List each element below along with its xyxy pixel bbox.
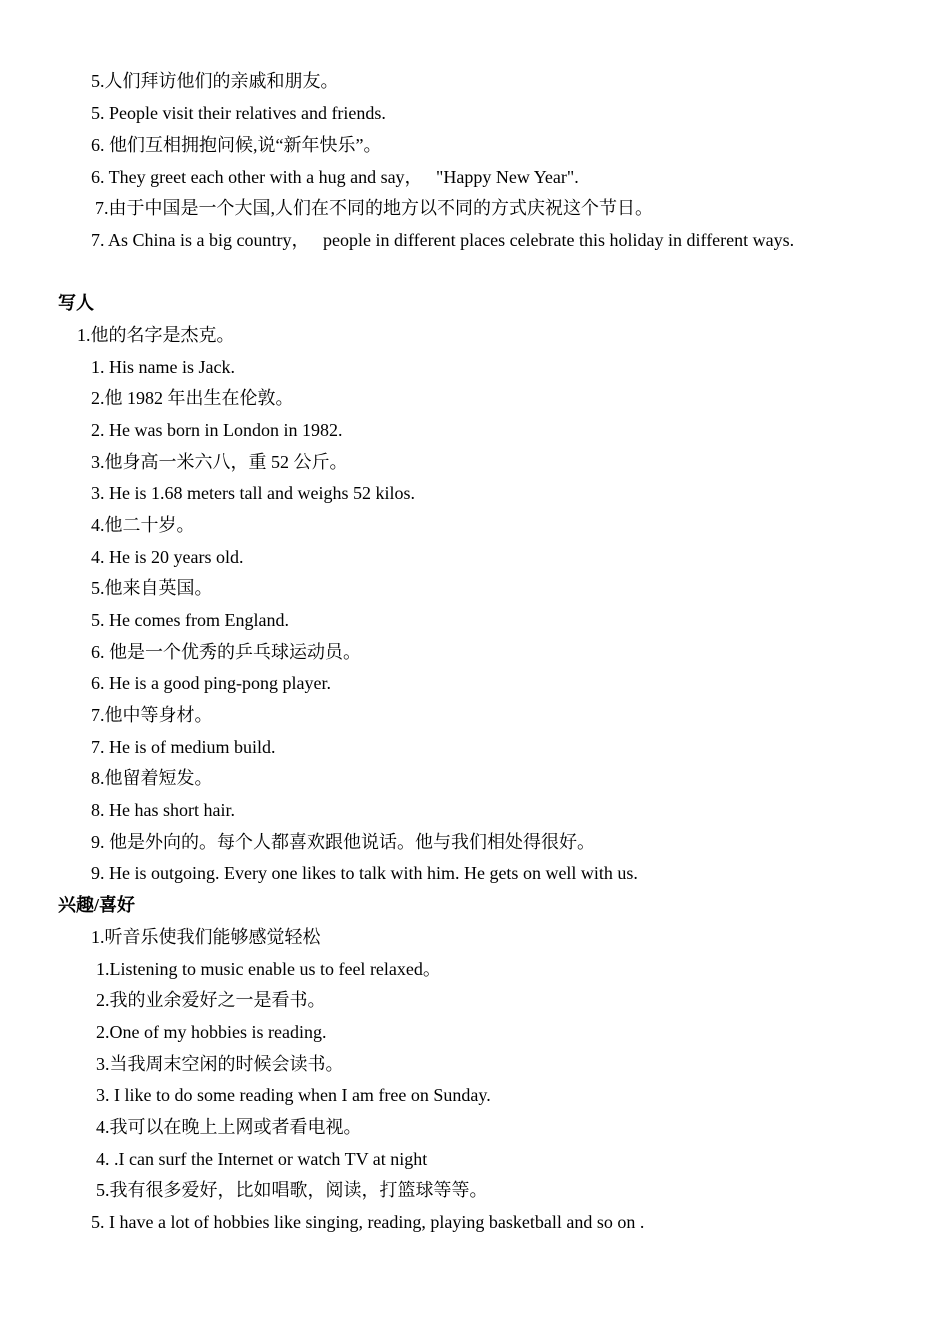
festival-line-7-en: 7. As China is a big country， people in different places celebrate this holiday in different ways. bbox=[91, 230, 795, 250]
person-line-9-cn: 9. 他是外向的。每个人都喜欢跟他说话。他与我们相处得很好。 bbox=[91, 832, 595, 852]
person-line-2-cn: 2.他 1982 年出生在伦敦。 bbox=[91, 388, 294, 408]
person-line-2-en: 2. He was born in London in 1982. bbox=[91, 420, 343, 440]
festival-line-5-cn: 5.人们拜访他们的亲戚和朋友。 bbox=[91, 71, 339, 91]
section-heading-hobbies: 兴趣/喜好 bbox=[58, 895, 136, 915]
hobbies-line-5-cn: 5.我有很多爱好，比如唱歌，阅读，打篮球等等。 bbox=[96, 1180, 488, 1200]
festival-line-5-en: 5. People visit their relatives and friends. bbox=[91, 103, 386, 123]
hobbies-line-2-cn: 2.我的业余爱好之一是看书。 bbox=[96, 990, 326, 1010]
person-line-4-cn: 4.他二十岁。 bbox=[91, 515, 195, 535]
person-line-5-en: 5. He comes from England. bbox=[91, 610, 289, 630]
person-line-3-en: 3. He is 1.68 meters tall and weighs 52 kilos. bbox=[91, 483, 415, 503]
person-line-8-en: 8. He has short hair. bbox=[91, 800, 235, 820]
person-line-8-cn: 8.他留着短发。 bbox=[91, 768, 213, 788]
person-line-1-cn: 1.他的名字是杰克。 bbox=[77, 325, 235, 345]
person-line-5-cn: 5.他来自英国。 bbox=[91, 578, 213, 598]
hobbies-line-4-en: 4. .I can surf the Internet or watch TV at night bbox=[96, 1149, 428, 1169]
person-line-3-cn: 3.他身高一米六八，重 52 公斤。 bbox=[91, 452, 348, 472]
hobbies-line-3-cn: 3.当我周末空闲的时候会读书。 bbox=[96, 1054, 344, 1074]
festival-line-7-cn: 7.由于中国是一个大国,人们在不同的地方以不同的方式庆祝这个节日。 bbox=[95, 198, 653, 218]
person-line-1-en: 1. His name is Jack. bbox=[91, 357, 235, 377]
hobbies-line-1-en: 1.Listening to music enable us to feel relaxed。 bbox=[96, 959, 441, 979]
hobbies-line-2-en: 2.One of my hobbies is reading. bbox=[96, 1022, 327, 1042]
section-heading-person: 写人 bbox=[58, 293, 94, 313]
person-line-4-en: 4. He is 20 years old. bbox=[91, 547, 244, 567]
person-line-9-en: 9. He is outgoing. Every one likes to talk with him. He gets on well with us. bbox=[91, 863, 638, 883]
person-line-7-cn: 7.他中等身材。 bbox=[91, 705, 213, 725]
person-line-7-en: 7. He is of medium build. bbox=[91, 737, 276, 757]
hobbies-line-5-en: 5. I have a lot of hobbies like singing, reading, playing basketball and so on . bbox=[91, 1212, 645, 1232]
hobbies-line-1-cn: 1.听音乐使我们能够感觉轻松 bbox=[91, 927, 321, 947]
person-line-6-en: 6. He is a good ping-pong player. bbox=[91, 673, 331, 693]
hobbies-line-3-en: 3. I like to do some reading when I am free on Sunday. bbox=[96, 1085, 491, 1105]
festival-line-6-en: 6. They greet each other with a hug and say， "Happy New Year". bbox=[91, 167, 579, 187]
hobbies-line-4-cn: 4.我可以在晚上上网或者看电视。 bbox=[96, 1117, 362, 1137]
festival-line-6-cn: 6. 他们互相拥抱问候,说“新年快乐”。 bbox=[91, 135, 382, 155]
person-line-6-cn: 6. 他是一个优秀的乒乓球运动员。 bbox=[91, 642, 361, 662]
